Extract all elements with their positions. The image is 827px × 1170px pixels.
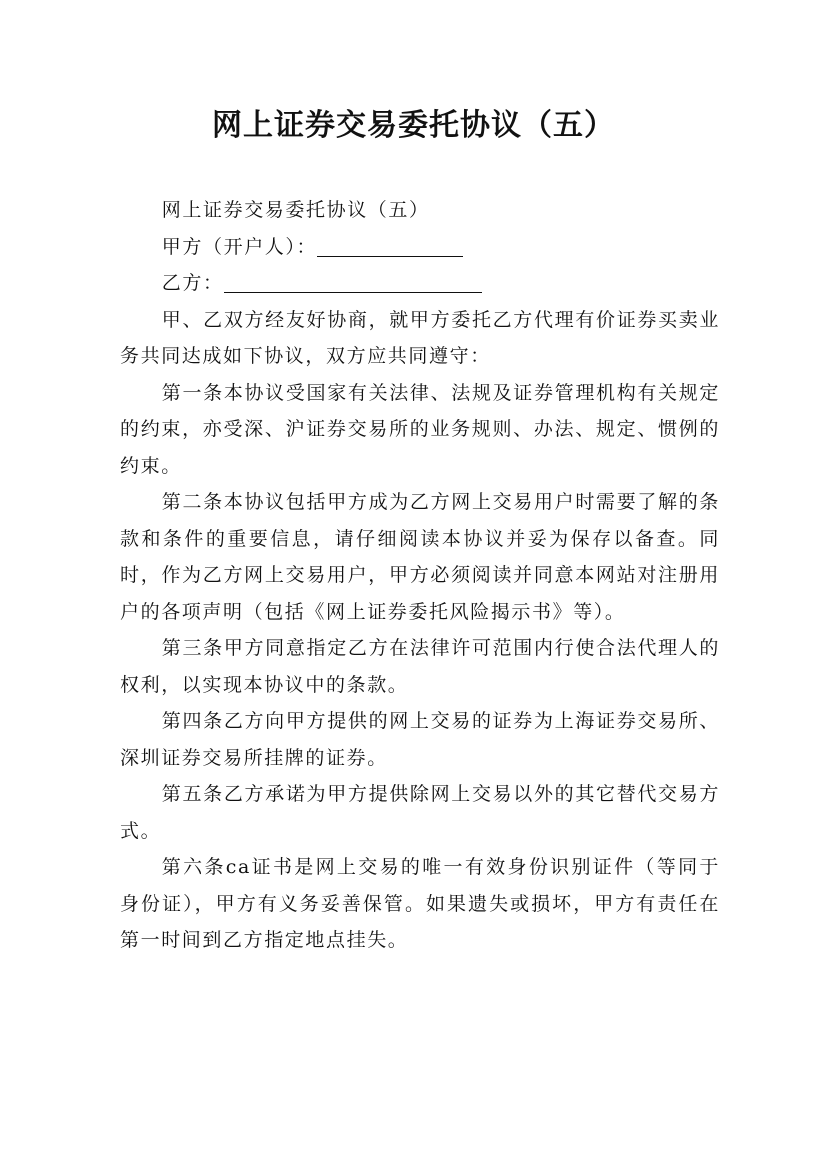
- paragraph-preamble: 甲、乙双方经友好协商，就甲方委托乙方代理有价证券买卖业务共同达成如下协议，双方应共同遵守：: [120, 308, 720, 367]
- party-a-label: 甲方（开户人）：: [161, 235, 318, 258]
- party-a-line: [120, 229, 720, 266]
- party-b-blank: [224, 270, 482, 293]
- paragraph-article-6: 第六条ca证书是网上交易的唯一有效身份识别证件（等同于身份证），甲方有义务妥善保管。如果遗失或损坏，甲方有责任在第一时间到乙方指定地点挂失。: [120, 856, 720, 951]
- paragraph-article-3: 第三条甲方同意指定乙方在法律许可范围内行使合法代理人的权利，以实现本协议中的条款。: [120, 637, 720, 696]
- party-a-blank: [317, 234, 463, 257]
- paragraph-article-5: 第五条乙方承诺为甲方提供除网上交易以外的其它替代交易方式。: [120, 783, 720, 842]
- paragraph-article-2: 第二条本协议包括甲方成为乙方网上交易用户时需要了解的条款和条件的重要信息，请仔细阅读本协议并妥为保存以备查。同时，作为乙方网上交易用户，甲方必须阅读并同意本网站对注册用户的各项声明（包括《网上证券委托风险揭示书》等）。: [120, 491, 720, 623]
- party-b-line: [120, 265, 720, 302]
- document-body: [120, 192, 720, 959]
- paragraph-article-4: 第四条乙方向甲方提供的网上交易的证券为上海证券交易所、深圳证券交易所挂牌的证券。: [120, 710, 720, 769]
- party-b-label: 乙方：: [161, 272, 224, 294]
- paragraph-article-1: 第一条本协议受国家有关法律、法规及证券管理机构有关规定的约束，亦受深、沪证券交易所的业务规则、办法、规定、惯例的约束。: [120, 381, 720, 477]
- document-title: 网上证券交易委托协议（五）: [212, 108, 615, 143]
- document-subtitle: 网上证券交易委托协议（五）: [161, 199, 430, 221]
